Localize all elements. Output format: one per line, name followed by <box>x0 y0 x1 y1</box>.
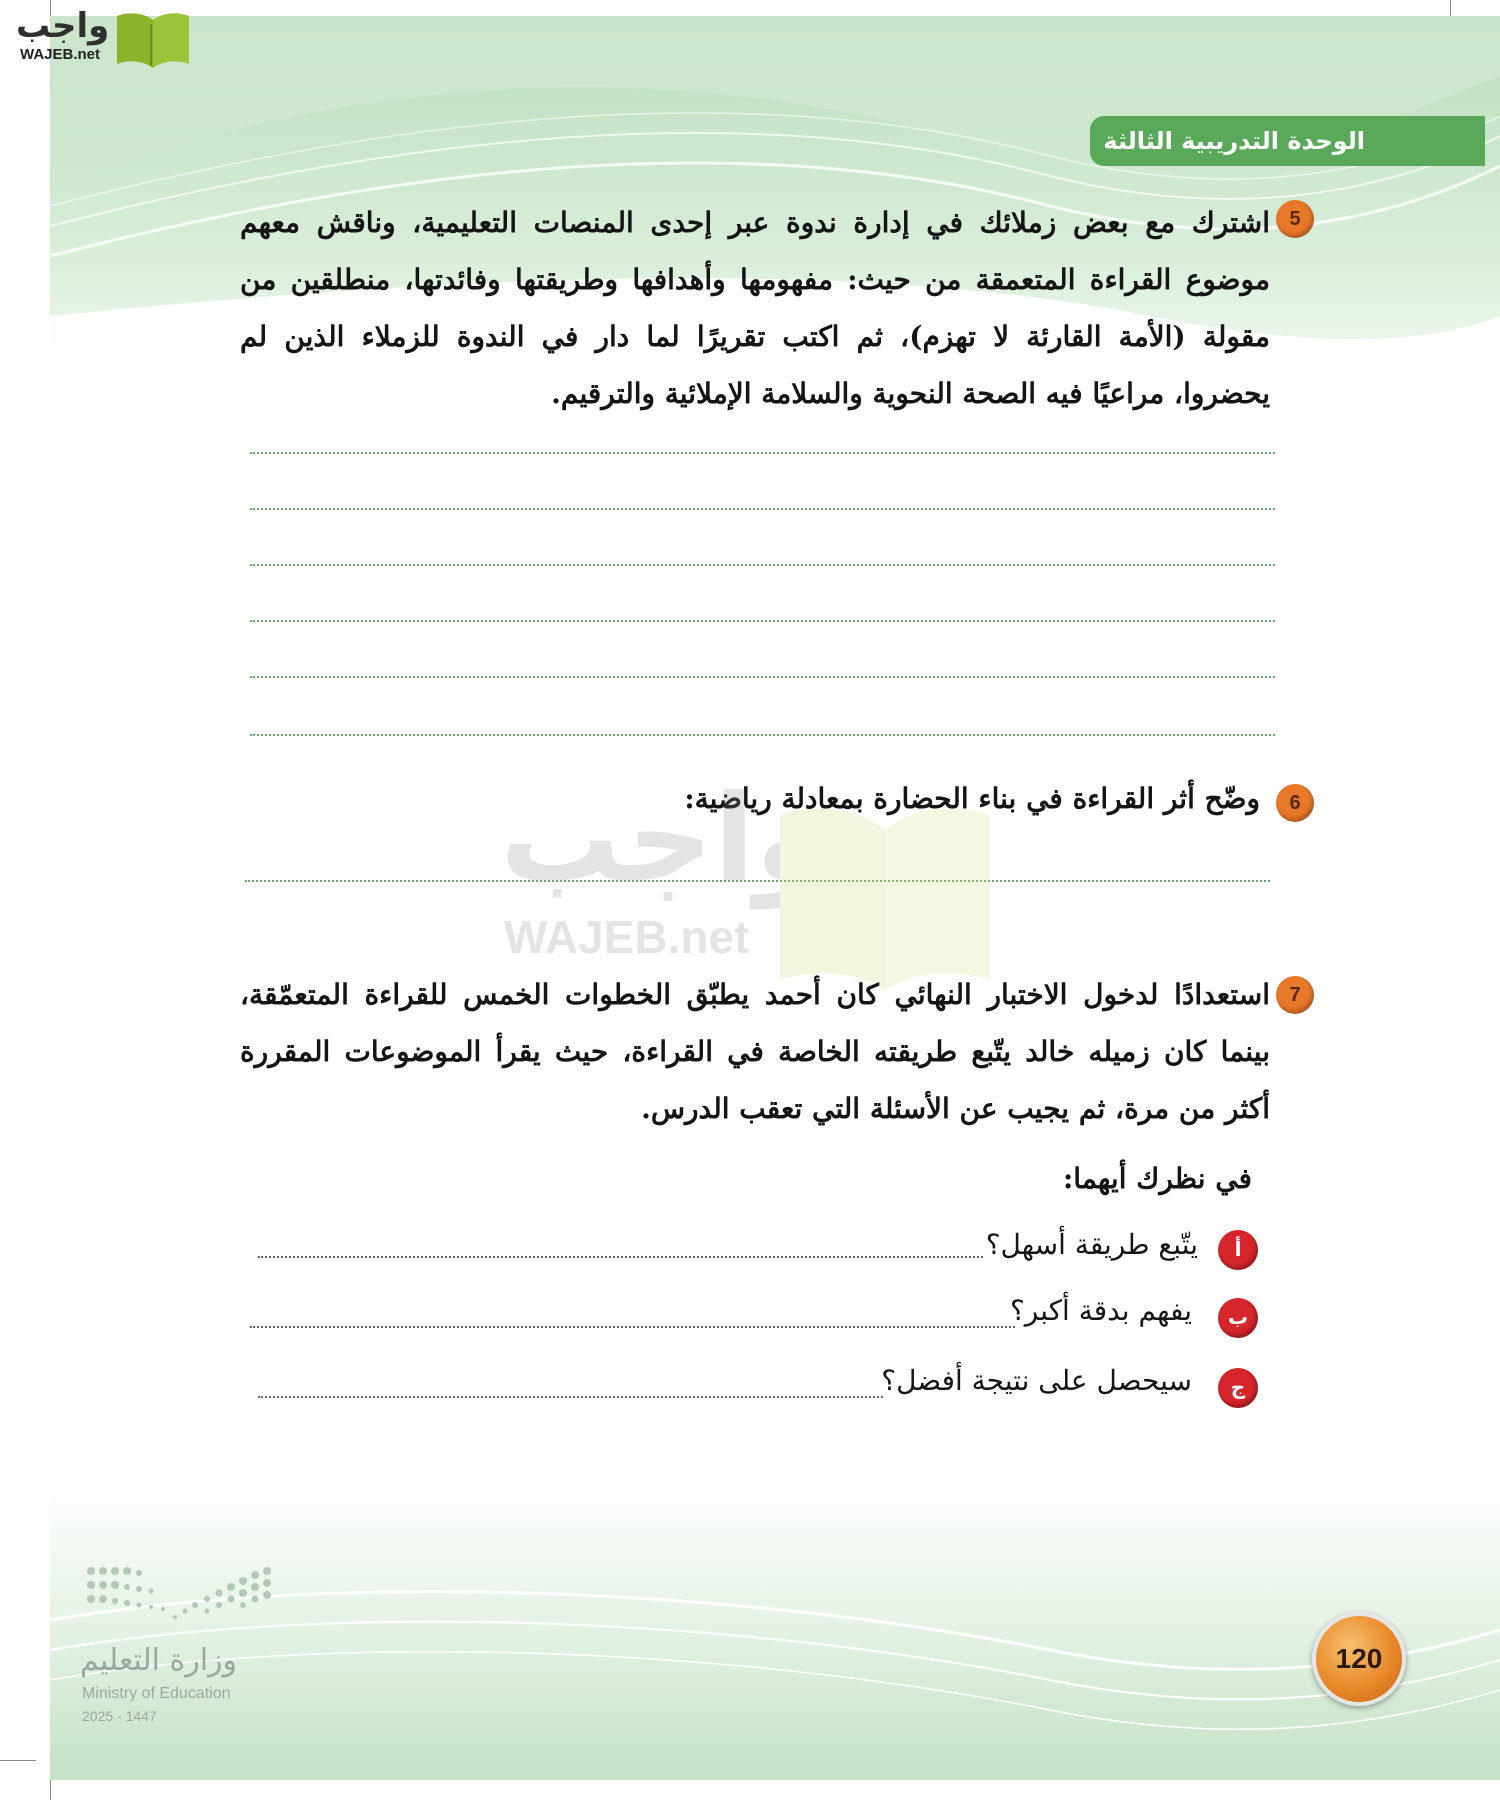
unit-title: الوحدة التدريبية الثالثة <box>1103 127 1365 155</box>
option-c-letter: ج <box>1218 1368 1258 1408</box>
question-5-number: 5 <box>1276 200 1314 238</box>
answer-line[interactable] <box>250 452 1275 454</box>
answer-line[interactable] <box>250 676 1275 678</box>
option-b-letter: ب <box>1218 1298 1258 1338</box>
option-a-letter: أ <box>1218 1230 1258 1270</box>
option-b-text: يفهم بدقة أكبر؟ <box>1009 1294 1192 1327</box>
watermark-arabic-text: واجب <box>500 770 830 909</box>
answer-line[interactable] <box>250 734 1275 736</box>
watermark-english-text: WAJEB.net <box>504 911 750 963</box>
logo-english-text: WAJEB.net <box>20 46 101 63</box>
question-6-number: 6 <box>1276 784 1314 822</box>
answer-line[interactable] <box>258 1256 983 1258</box>
unit-title-badge <box>1090 116 1485 166</box>
crop-mark <box>0 1760 36 1761</box>
page-number: 120 <box>1312 1612 1406 1706</box>
answer-line[interactable] <box>250 564 1275 566</box>
question-6-text: وضّح أثر القراءة في بناء الحضارة بمعادلة رياضية: <box>684 782 1260 815</box>
question-7-number: 7 <box>1276 976 1314 1014</box>
answer-line[interactable] <box>250 1326 1015 1328</box>
logo-arabic-text: واجب <box>16 6 110 46</box>
ministry-dots-emblem <box>85 1565 275 1635</box>
answer-line[interactable] <box>250 508 1275 510</box>
answer-line[interactable] <box>258 1396 883 1398</box>
question-5-text: اشترك مع بعض زملائك في إدارة ندوة عبر إحدى المنصات التعليمية، وناقش معهم موضوع القراءة المتعمقة من حيث: مفهومها وأهدافها وطريقتها وفائدتها، منطلقين من مقولة (الأمة القارئة لا تهزم)، ثم اكتب تقريرًا لما دار في الندوة للزملاء الذين لم يحضروا، مراعيًا فيه الصحة النحوية والسلامة الإملائية والترقيم. <box>240 206 1270 410</box>
ministry-year: 2025 - 1447 <box>82 1708 157 1724</box>
wajeb-logo <box>8 6 188 66</box>
question-7-prompt: في نظرك أيهما: <box>1062 1162 1252 1195</box>
ministry-english-name: Ministry of Education <box>82 1685 231 1702</box>
book-icon <box>113 10 193 68</box>
answer-line[interactable] <box>245 880 1270 882</box>
question-7-text: استعدادًا لدخول الاختبار النهائي كان أحمد يطبّق الخطوات الخمس للقراءة المتعمّقة، بينما كان زميله خالد يتّبع طريقته الخاصة في القراءة، حيث يقرأ الموضوعات المقررة أكثر من مرة، ثم يجيب عن الأسئلة التي تعقب الدرس. <box>240 978 1270 1125</box>
ministry-arabic-name: وزارة التعليم <box>80 1643 238 1678</box>
option-a-text: يتّبع طريقة أسهل؟ <box>985 1228 1198 1261</box>
option-c-text: سيحصل على نتيجة أفضل؟ <box>881 1364 1192 1397</box>
answer-line[interactable] <box>250 620 1275 622</box>
ministry-logo <box>80 1565 300 1725</box>
